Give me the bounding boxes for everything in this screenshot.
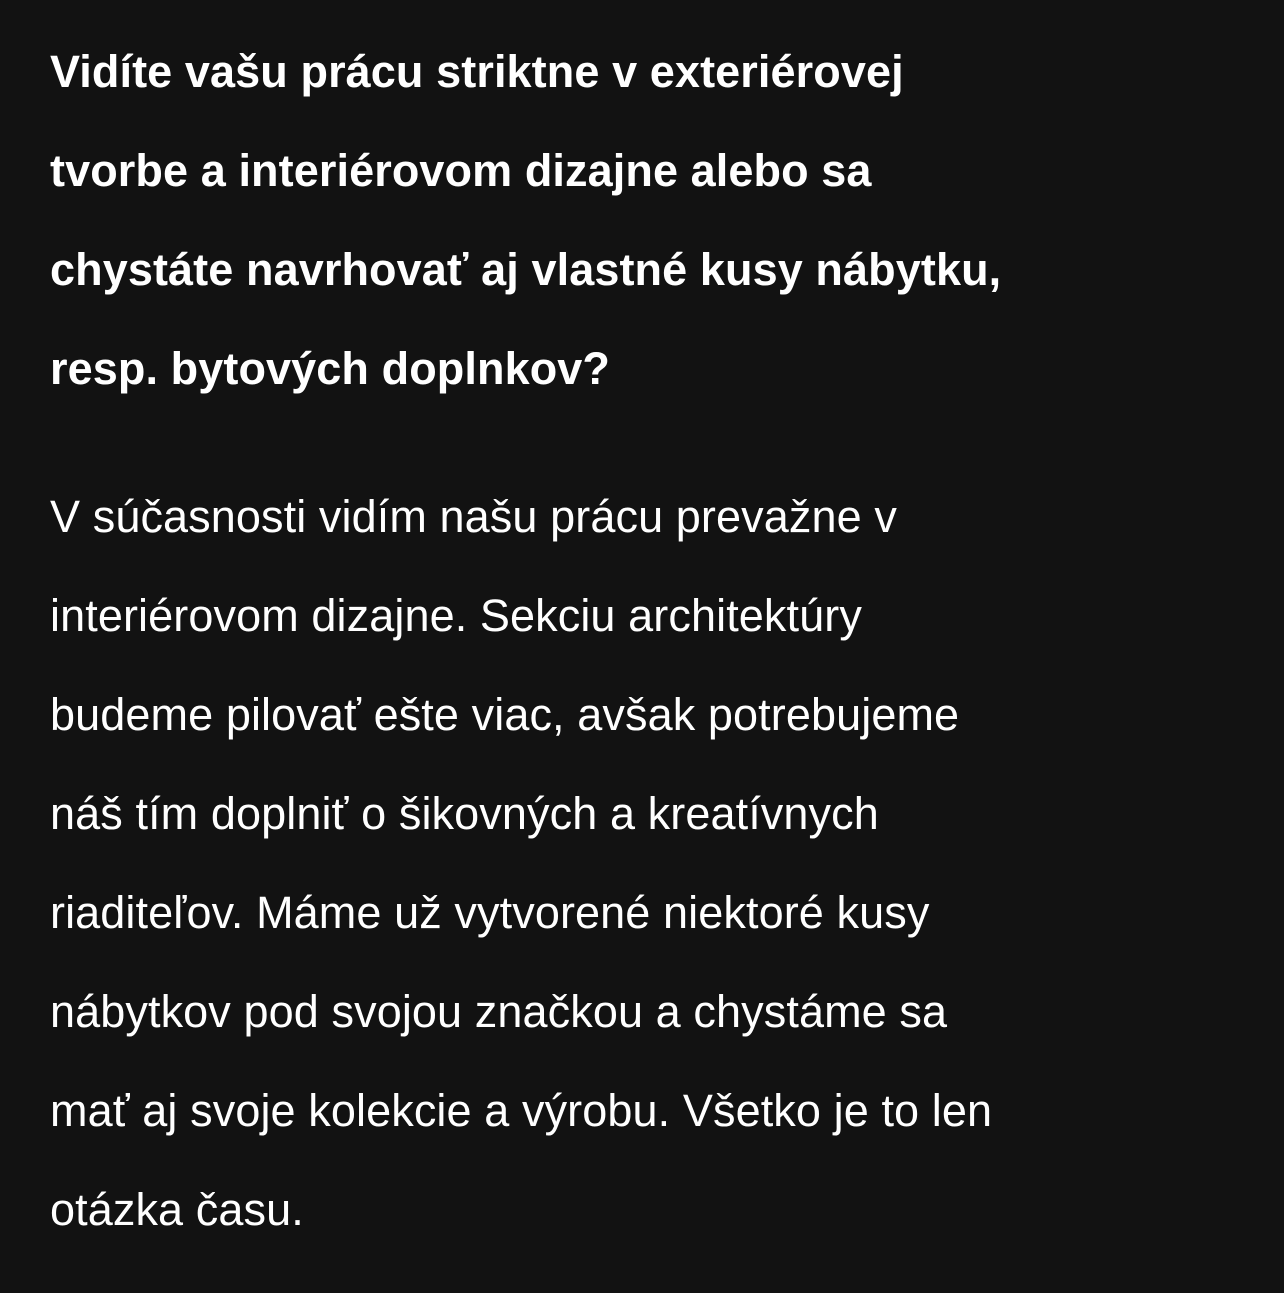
answer-line: budeme pilovať ešte viac, avšak potrebujeme (50, 689, 960, 740)
question-line: Vidíte vašu prácu striktne v exteriérovej (50, 46, 904, 97)
question-line: tvorbe a interiérovom dizajne alebo sa (50, 145, 872, 196)
answer-line: interiérovom dizajne. Sekciu architektúry (50, 590, 862, 641)
answer-line: nábytkov pod svojou značkou a chystáme sa (50, 986, 948, 1037)
interview-answer (50, 467, 1250, 1259)
interview-article (50, 22, 1250, 1259)
answer-line: mať aj svoje kolekcie a výrobu. Všetko je to len (50, 1085, 993, 1136)
answer-line: otázka času. (50, 1184, 304, 1235)
answer-line: náš tím doplniť o šikovných a kreatívnych (50, 788, 879, 839)
interview-question (50, 22, 1250, 418)
question-line: chystáte navrhovať aj vlastné kusy nábytku, (50, 244, 1002, 295)
answer-line: V súčasnosti vidím našu prácu prevažne v (50, 491, 897, 542)
answer-line: riaditeľov. Máme už vytvorené niektoré kusy (50, 887, 930, 938)
question-line: resp. bytových doplnkov? (50, 343, 610, 394)
